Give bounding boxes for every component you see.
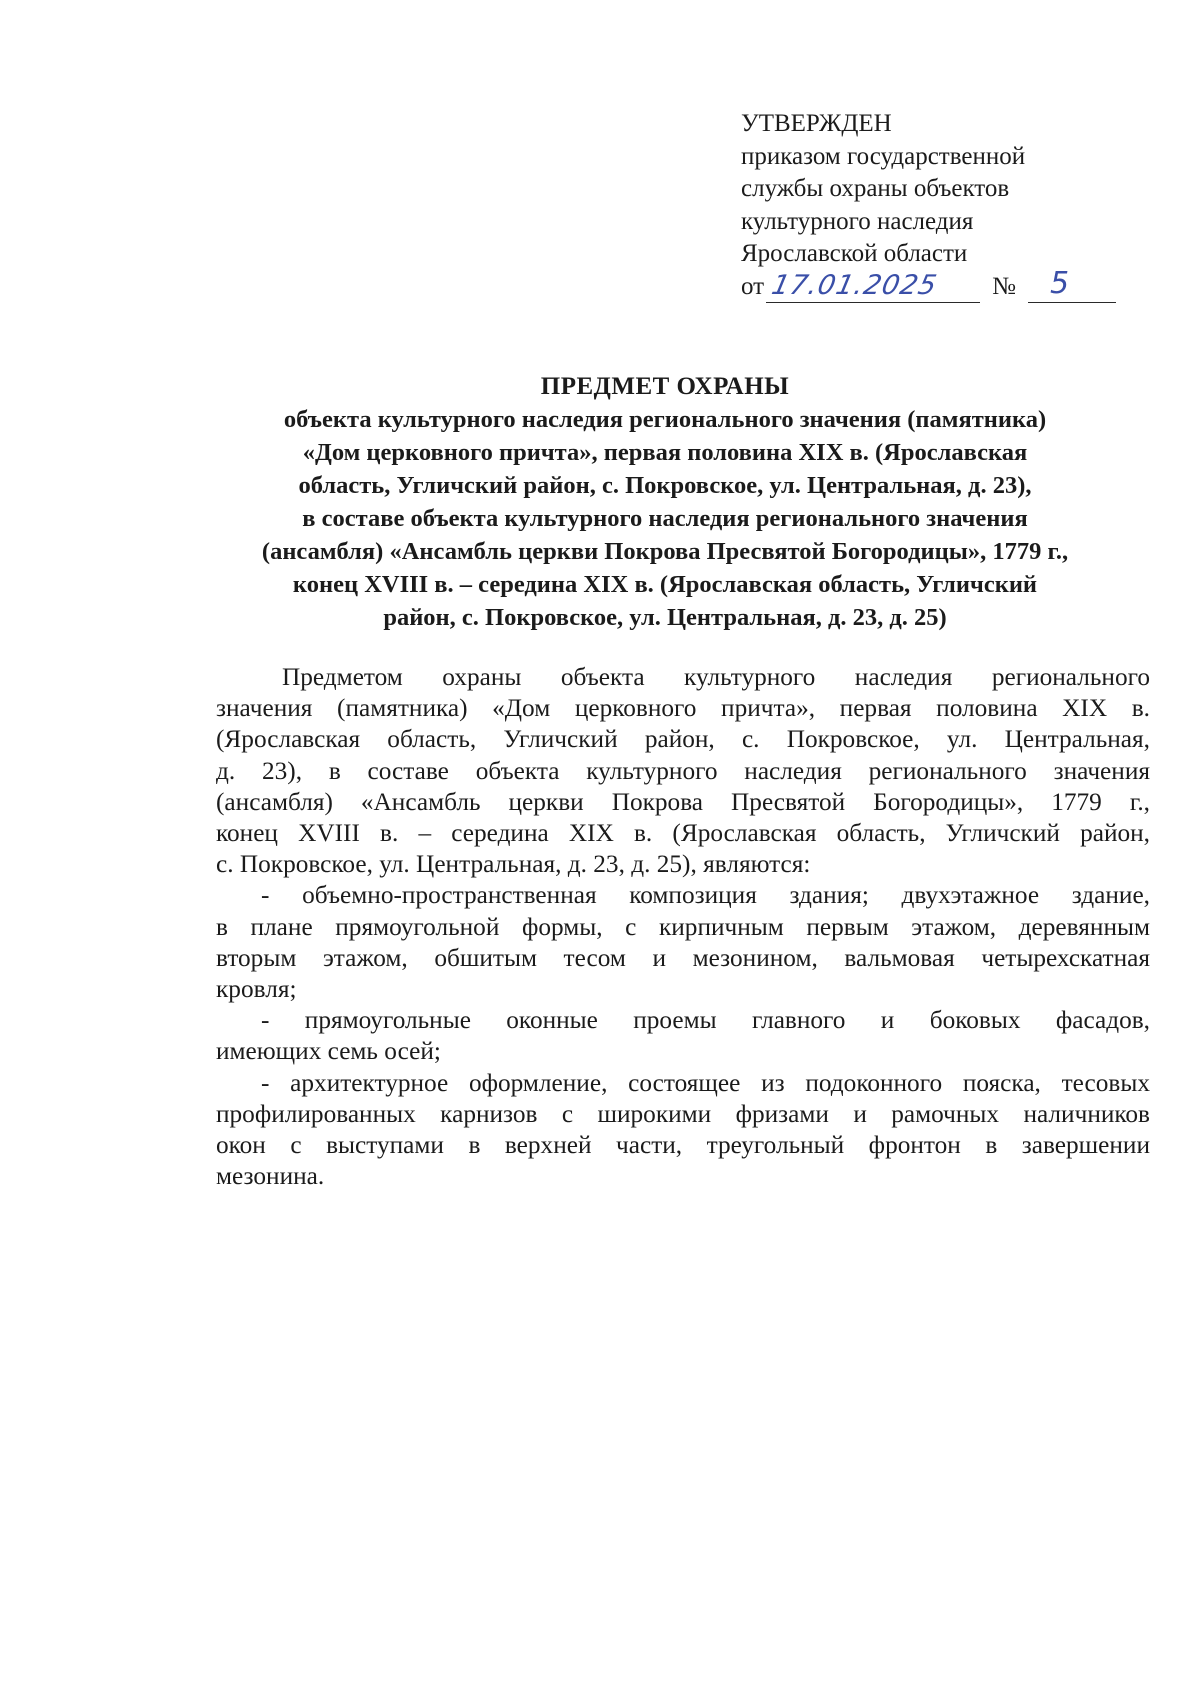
approval-stamp-block: [741, 108, 1141, 303]
approval-line: Ярославской области: [741, 240, 968, 267]
body-line: с. Покровское, ул. Центральная, д. 23, д. 25), являются:: [216, 850, 811, 879]
date-prefix: от: [741, 272, 765, 300]
body-line: в плане прямоугольной формы, с кирпичным первым этажом, деревянным: [216, 912, 1150, 941]
approval-line: службы охраны объектов: [741, 175, 1010, 202]
number-field: [1028, 265, 1116, 303]
body-line: окон с выступами в верхней части, треугольный фронтон в завершении: [216, 1131, 1150, 1160]
number-sign: №: [992, 272, 1016, 300]
approval-date-number-line: [741, 265, 1141, 304]
heading-line: «Дом церковного причта», первая половина XIX в. (Ярославская: [302, 439, 1028, 466]
document-heading: [200, 370, 1130, 634]
body-line: имеющих семь осей;: [216, 1037, 441, 1066]
heading-line: район, с. Покровское, ул. Центральная, д. 23, д. 25): [383, 604, 947, 631]
body-line: д. 23), в составе объекта культурного наследия регионального значения: [216, 756, 1150, 785]
body-line: (Ярославская область, Угличский район, с. Покровское, ул. Центральная,: [216, 725, 1150, 754]
body-line: (ансамбля) «Ансамбль церкви Покрова Пресвятой Богородицы», 1779 г.,: [216, 787, 1150, 816]
document-body: [216, 662, 1150, 1192]
heading-line: область, Угличский район, с. Покровское, ул. Центральная, д. 23),: [298, 472, 1032, 499]
body-line: - архитектурное оформление, состоящее из подоконного пояска, тесовых: [261, 1068, 1150, 1097]
body-line: - прямоугольные оконные проемы главного и боковых фасадов,: [261, 1006, 1150, 1035]
body-line: конец XVIII в. – середина XIX в. (Ярославская область, Угличский район,: [216, 819, 1150, 848]
approval-line: приказом государственной: [741, 142, 1026, 170]
body-line: профилированных карнизов с широкими фризами и рамочных наличников: [216, 1099, 1150, 1128]
date-field: [766, 269, 980, 303]
handwritten-number: 5: [1049, 265, 1071, 301]
heading-line: (ансамбля) «Ансамбль церкви Покрова Пресвятой Богородицы», 1779 г.,: [261, 538, 1069, 565]
body-line: мезонина.: [216, 1162, 325, 1191]
body-line: Предметом охраны объекта культурного наследия регионального: [282, 663, 1150, 691]
heading-line: в составе объекта культурного наследия регионального значения: [302, 505, 1028, 532]
heading-line: конец XVIII в. – середина XIX в. (Ярославская область, Угличский: [292, 571, 1038, 598]
body-line: вторым этажом, обшитым тесом и мезонином, вальмовая четырехскатная: [216, 943, 1150, 972]
handwritten-date: 17.01.2025: [768, 269, 941, 301]
heading-line: объекта культурного наследия регионального значения (памятника): [283, 406, 1047, 433]
approval-line: культурного наследия: [741, 207, 974, 235]
body-line: - объемно-пространственная композиция здания; двухэтажное здание,: [261, 881, 1150, 910]
body-line: кровля;: [216, 975, 297, 1004]
approval-title: УТВЕРЖДЕН: [741, 110, 892, 137]
document-title: ПРЕДМЕТ ОХРАНЫ: [540, 373, 790, 400]
body-line: значения (памятника) «Дом церковного причта», первая половина XIX в.: [216, 694, 1150, 723]
